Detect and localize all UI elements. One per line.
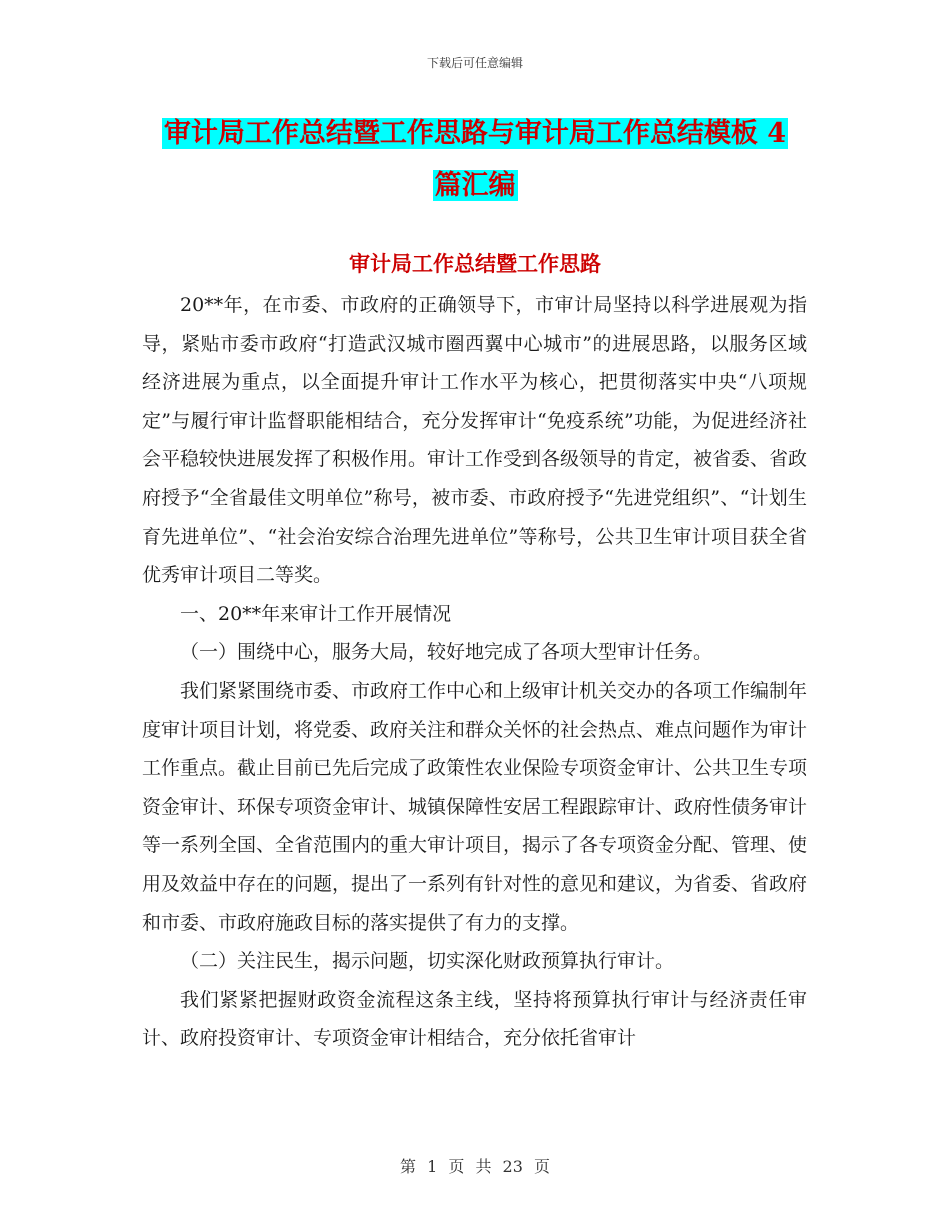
paragraph-intro: 20**年，在市委、市政府的正确领导下，市审计局坚持以科学进展观为指导，紧贴市委市政府“打造武汉城市圈西翼中心城市”的进展思路，以服务区域经济进展为重点，以全面提升审计工作水平为核心，把贯彻落实中央“八项规定”与履行审计监督职能相结合，充分发挥审计“免疫系统”功能，为促进经济社会平稳较快进展发挥了积极作用。审计工作受到各级领导的肯定，被省委、省政府授予“全省最佳文明单位”称号，被市委、市政府授予“先进党组织”、“计划生育先进单位”、“社会治安综合治理先进单位”等称号，公共卫生审计项目获全省优秀审计项目二等奖。 bbox=[142, 294, 808, 587]
heading-section-1: 一、20**年来审计工作开展情况 bbox=[180, 602, 452, 625]
document-title-line-1: 审计局工作总结暨工作思路与审计局工作总结模板 4 bbox=[163, 118, 787, 149]
section-title: 审计局工作总结暨工作思路 bbox=[349, 251, 601, 276]
document-title-line-2: 篇汇编 bbox=[434, 170, 516, 201]
subheading-2: （二）关注民生，揭示问题，切实深化财政预算执行审计。 bbox=[180, 950, 675, 973]
paragraph-2: 我们紧紧把握财政资金流程这条主线，坚持将预算执行审计与经济责任审计、政府投资审计、专项资金审计相结合，充分依托省审计 bbox=[142, 988, 807, 1050]
subheading-1: （一）围绕中心，服务大局，较好地完成了各项大型审计任务。 bbox=[180, 641, 713, 664]
body-text bbox=[142, 286, 807, 1058]
header-note: 下载后可任意编辑 bbox=[426, 56, 523, 70]
paragraph-1: 我们紧紧围绕市委、市政府工作中心和上级审计机关交办的各项工作编制年度审计项目计划，将党委、政府关注和群众关怀的社会热点、难点问题作为审计工作重点。截止目前已先后完成了政策性农业保险专项资金审计、公共卫生专项资金审计、环保专项资金审计、城镇保障性安居工程跟踪审计、政府性债务审计等一系列全国、全省范围内的重大审计项目，揭示了各专项资金分配、管理、使用及效益中存在的问题，提出了一系列有针对性的意见和建议，为省委、省政府和市委、市政府施政目标的落实提供了有力的支撑。 bbox=[142, 679, 808, 934]
page-footer: 第 1 页 共 23 页 bbox=[400, 1157, 550, 1176]
document-title bbox=[140, 108, 810, 212]
